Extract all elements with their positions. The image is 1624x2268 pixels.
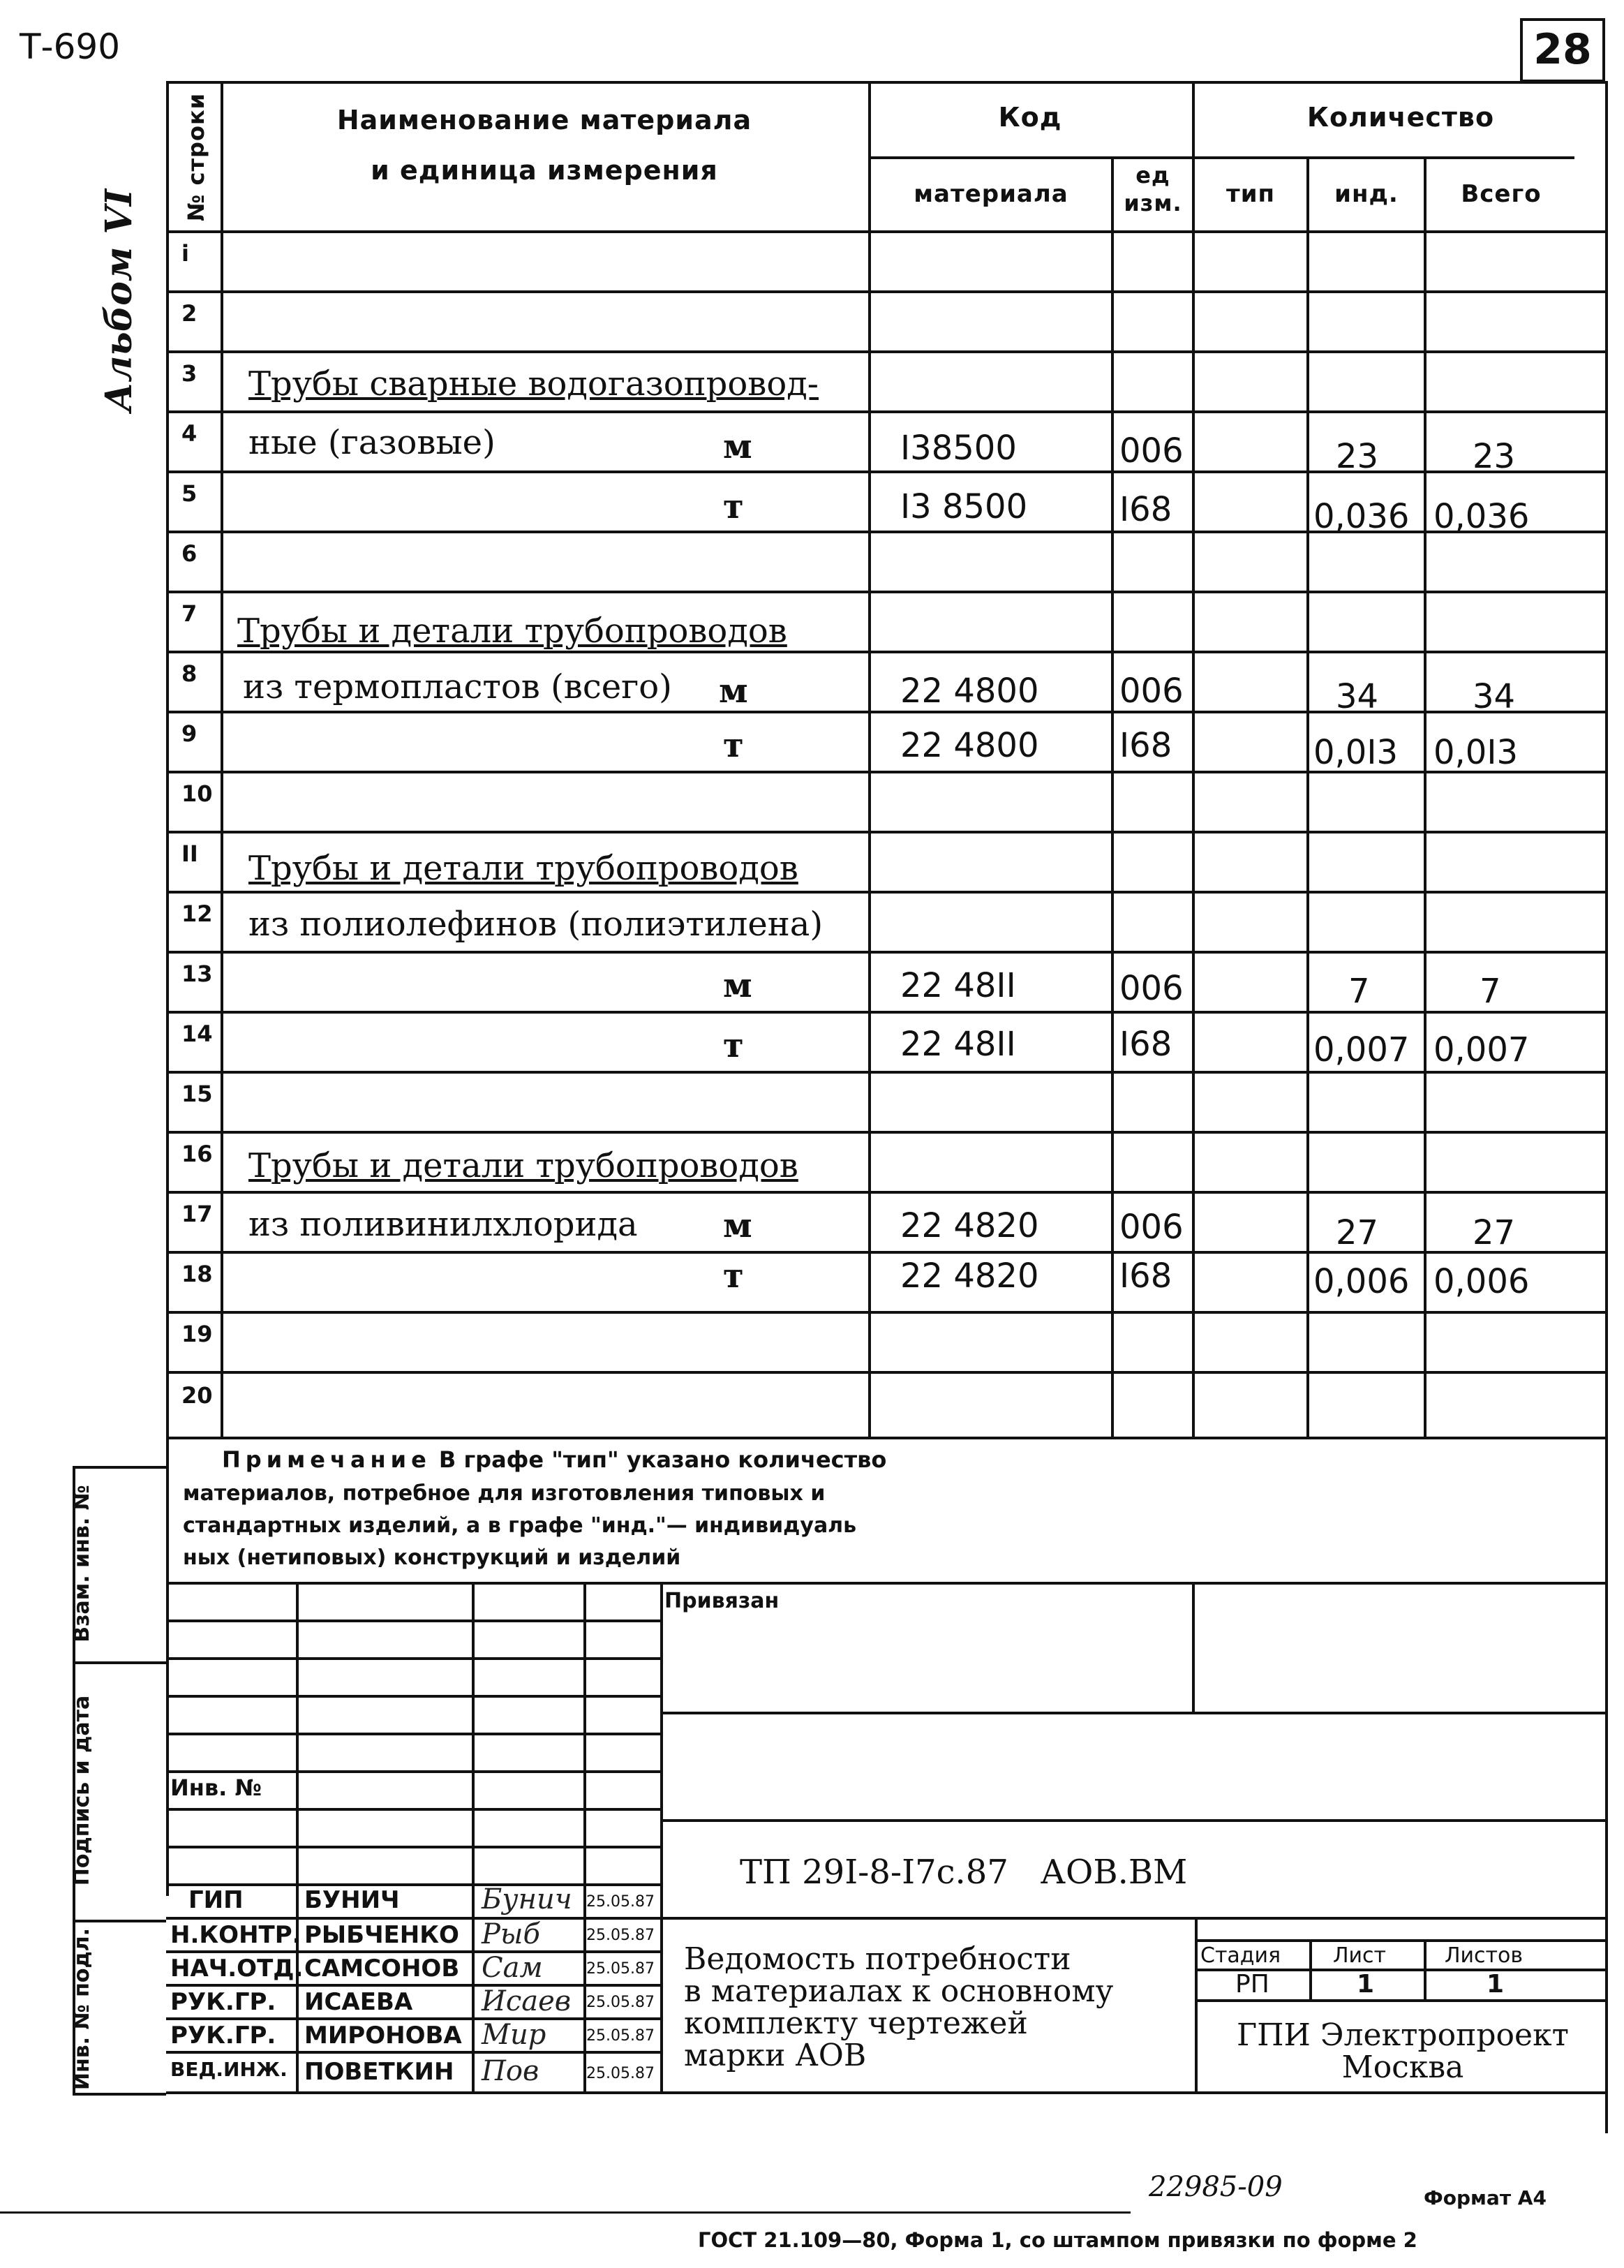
material-name: Трубы и детали трубопроводов bbox=[248, 849, 798, 888]
material-code: I3 8500 bbox=[900, 487, 1028, 526]
row-number: 14 bbox=[181, 1021, 213, 1047]
row-number: 6 bbox=[181, 540, 198, 567]
album-label: Альбом VI bbox=[98, 188, 140, 412]
material-code: 22 48II bbox=[900, 1025, 1016, 1064]
unit-letter: т bbox=[723, 1257, 744, 1296]
doc-title-line2: в материалах к основному bbox=[684, 1973, 1114, 2009]
row-number: 2 bbox=[181, 300, 198, 327]
unit-letter: м bbox=[723, 1206, 752, 1245]
material-code: 22 4820 bbox=[900, 1206, 1039, 1245]
signer-role: Н.КОНТР. bbox=[170, 1921, 301, 1949]
note-line4: ных (нетиповых) конструкций и изделий bbox=[183, 1546, 681, 1570]
unit-code: 006 bbox=[1119, 1208, 1184, 1247]
signer-date: 25.05.87 bbox=[586, 1893, 655, 1911]
org-line1: ГПИ Электропроект bbox=[1237, 2017, 1569, 2053]
note-line2: материалов, потребное для изготовления типовых и bbox=[183, 1481, 826, 1506]
material-code: 22 4800 bbox=[900, 726, 1039, 765]
row-number: 7 bbox=[181, 600, 198, 627]
qty-individual: 0,007 bbox=[1313, 1030, 1410, 1069]
stage-value: РП bbox=[1235, 1970, 1269, 1999]
signer-role: ГИП bbox=[188, 1886, 244, 1914]
qty-individual: 0,0I3 bbox=[1313, 733, 1399, 772]
inv-no-label: Инв. № bbox=[170, 1774, 262, 1801]
unit-letter: т bbox=[723, 1026, 744, 1065]
signer-signature: Пов bbox=[482, 2055, 539, 2087]
inv-podl-label: Инв. № подл. bbox=[70, 1927, 94, 2091]
page-number: 28 bbox=[1533, 25, 1592, 74]
material-name: из полиолефинов (полиэтилена) bbox=[248, 905, 824, 944]
row-no-header: № строки bbox=[183, 92, 209, 222]
qty-total: 34 bbox=[1473, 677, 1516, 716]
signer-role: РУК.ГР. bbox=[170, 2022, 276, 2050]
material-code: I38500 bbox=[900, 429, 1017, 468]
qty-individual: 27 bbox=[1336, 1213, 1379, 1252]
qty-total: 27 bbox=[1473, 1213, 1516, 1252]
name-header-line2: и единица измерения bbox=[371, 155, 718, 186]
unit-letter: м bbox=[723, 966, 752, 1005]
signer-role: ВЕД.ИНЖ. bbox=[170, 2058, 288, 2081]
type-header: тип bbox=[1226, 180, 1276, 208]
material-name: Трубы и детали трубопроводов bbox=[237, 612, 787, 651]
unit-header-line1: ед bbox=[1135, 162, 1170, 188]
unit-header-line2: изм. bbox=[1124, 190, 1182, 216]
qty-individual: 23 bbox=[1336, 437, 1379, 476]
privyazan-label: Привязан bbox=[664, 1589, 780, 1613]
signer-date: 25.05.87 bbox=[586, 1994, 655, 2011]
signer-name: ПОВЕТКИН bbox=[304, 2058, 454, 2086]
sheet-value: 1 bbox=[1357, 1970, 1375, 1999]
sheet-label: Лист bbox=[1333, 1943, 1387, 1968]
quantity-header: Количество bbox=[1306, 102, 1495, 133]
material-name: из термопластов (всего) bbox=[243, 667, 672, 706]
unit-code: I68 bbox=[1119, 1025, 1172, 1064]
gost-footer: ГОСТ 21.109—80, Форма 1, со штампом привязки по форме 2 bbox=[698, 2228, 1417, 2252]
podpis-label: Подпись и дата bbox=[70, 1695, 94, 1886]
vzam-label: Взам. инв. № bbox=[70, 1485, 94, 1643]
format-label: Формат А4 bbox=[1424, 2186, 1547, 2209]
unit-code: I68 bbox=[1119, 726, 1172, 765]
doc-title bbox=[684, 1943, 1113, 2072]
qty-total: 23 bbox=[1473, 437, 1516, 476]
row-number: 9 bbox=[181, 720, 198, 747]
row-number: 8 bbox=[181, 660, 198, 687]
qty-individual: 0,036 bbox=[1313, 497, 1410, 536]
qty-total: 0,036 bbox=[1433, 497, 1530, 536]
unit-letter: м bbox=[723, 427, 752, 466]
doc-title-line4: марки АОВ bbox=[684, 2038, 867, 2073]
note-rest: В графе "тип" указано количество bbox=[438, 1446, 887, 1473]
qty-total: 0,0I3 bbox=[1433, 733, 1519, 772]
row-number: 19 bbox=[181, 1321, 213, 1347]
signer-signature: Бунич bbox=[482, 1883, 572, 1915]
signer-role: РУК.ГР. bbox=[170, 1988, 276, 2016]
row-number: 16 bbox=[181, 1141, 213, 1167]
material-name: Трубы сварные водогазопровод- bbox=[248, 364, 819, 403]
archive-number: 22985-09 bbox=[1149, 2171, 1283, 2203]
row-number: 3 bbox=[181, 360, 198, 387]
signer-role: НАЧ.ОТД. bbox=[170, 1955, 304, 1982]
sheets-value: 1 bbox=[1487, 1970, 1505, 1999]
signer-signature: Рыб bbox=[482, 1918, 540, 1950]
row-number: i bbox=[181, 240, 189, 267]
unit-letter: м bbox=[719, 672, 748, 711]
qty-individual: 0,006 bbox=[1313, 1262, 1410, 1301]
doc-title-line3: комплекту чертежей bbox=[684, 2006, 1028, 2041]
row-number: 10 bbox=[181, 780, 213, 807]
ind-header: инд. bbox=[1334, 180, 1399, 208]
unit-code: 006 bbox=[1119, 969, 1184, 1008]
unit-letter: т bbox=[723, 487, 744, 526]
signer-signature: Мир bbox=[482, 2019, 546, 2051]
row-number: 4 bbox=[181, 420, 198, 447]
row-number: 17 bbox=[181, 1201, 213, 1227]
signer-name: РЫБЧЕНКО bbox=[304, 1921, 459, 1949]
unit-code: 006 bbox=[1119, 431, 1184, 470]
material-name: ные (газовые) bbox=[248, 423, 496, 462]
qty-individual: 34 bbox=[1336, 677, 1379, 716]
signer-signature: Исаев bbox=[482, 1985, 572, 2017]
row-number: 12 bbox=[181, 900, 213, 927]
qty-total: 7 bbox=[1480, 972, 1501, 1011]
unit-code: 006 bbox=[1119, 672, 1184, 711]
org-line2: Москва bbox=[1341, 2050, 1464, 2085]
row-number: 5 bbox=[181, 480, 198, 507]
qty-total: 0,007 bbox=[1433, 1030, 1530, 1069]
qty-individual: 7 bbox=[1348, 972, 1370, 1011]
row-number: II bbox=[181, 840, 198, 867]
signer-name: САМСОНОВ bbox=[304, 1955, 460, 1982]
doc-code-top: Т-690 bbox=[20, 27, 121, 67]
signer-signature: Сам bbox=[482, 1952, 543, 1984]
row-number: 18 bbox=[181, 1261, 213, 1287]
unit-code: I68 bbox=[1119, 490, 1172, 529]
name-header-line1: Наименование материала bbox=[336, 105, 752, 135]
material-code: 22 48II bbox=[900, 966, 1016, 1005]
row-number: 15 bbox=[181, 1081, 213, 1107]
unit-code: I68 bbox=[1119, 1257, 1172, 1296]
signer-name: МИРОНОВА bbox=[304, 2022, 462, 2050]
project-code: ТП 29I-8-I7с.87 АОВ.ВМ bbox=[740, 1853, 1188, 1892]
total-header: Всего bbox=[1461, 180, 1542, 208]
signer-date: 25.05.87 bbox=[586, 1960, 655, 1978]
code-header: Код bbox=[998, 102, 1062, 133]
signer-date: 25.05.87 bbox=[586, 1927, 655, 1944]
signer-date: 25.05.87 bbox=[586, 2065, 655, 2082]
row-number: 13 bbox=[181, 961, 213, 987]
stage-label: Стадия bbox=[1200, 1943, 1281, 1968]
material-code: 22 4800 bbox=[900, 672, 1039, 711]
material-name: Трубы и детали трубопроводов bbox=[248, 1146, 798, 1185]
note-line3: стандартных изделий, а в графе "инд."— индивидуаль bbox=[183, 1513, 857, 1538]
note-lead: Примечание bbox=[222, 1446, 431, 1473]
material-name: из поливинилхлорида bbox=[248, 1205, 638, 1244]
unit-letter: т bbox=[723, 726, 744, 765]
note-line1 bbox=[222, 1446, 886, 1473]
material-header: материала bbox=[914, 180, 1068, 208]
sheets-label: Листов bbox=[1445, 1943, 1524, 1968]
material-code: 22 4820 bbox=[900, 1257, 1039, 1296]
doc-title-line1: Ведомость потребности bbox=[684, 1941, 1071, 1977]
row-number: 20 bbox=[181, 1382, 213, 1409]
signer-date: 25.05.87 bbox=[586, 2027, 655, 2045]
qty-total: 0,006 bbox=[1433, 1262, 1530, 1301]
signer-name: ИСАЕВА bbox=[304, 1988, 413, 2016]
signer-name: БУНИЧ bbox=[304, 1886, 400, 1914]
